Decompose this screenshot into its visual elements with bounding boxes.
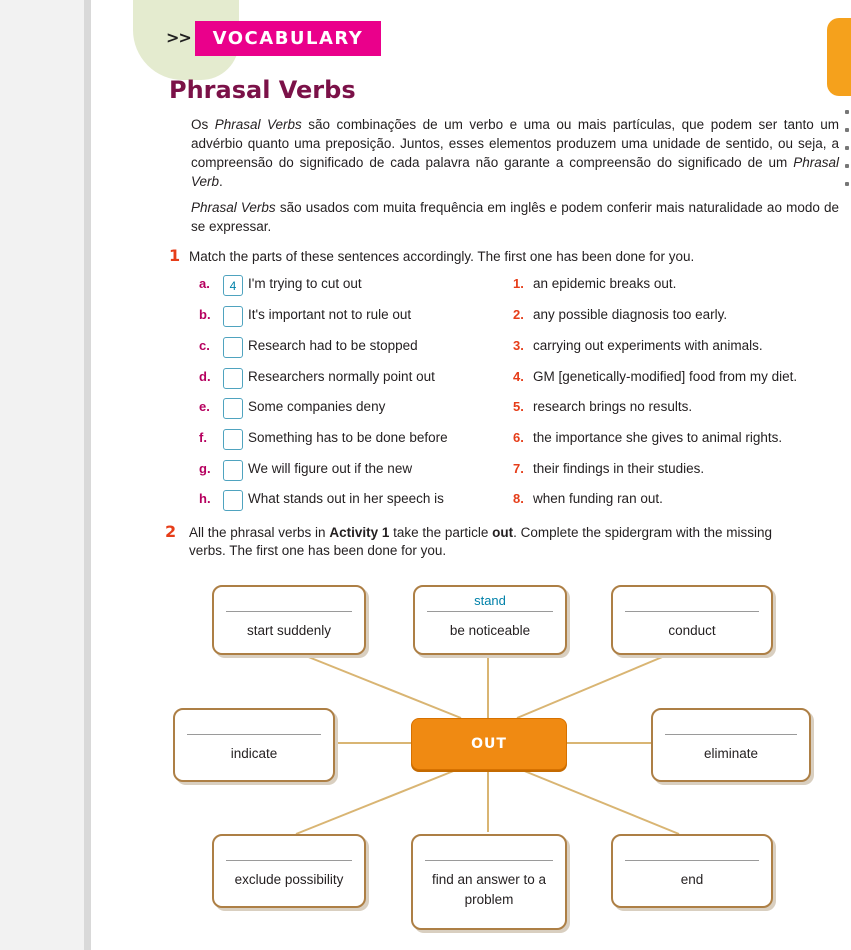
row-letter: b. xyxy=(199,307,211,322)
answer-line xyxy=(427,611,553,612)
intro-paragraph-2: Phrasal Verbs são usados com muita frequência em inglês e podem conferir mais naturalidade ao modo de se expressar. xyxy=(191,200,840,234)
spidergram-center: OUT xyxy=(411,718,567,770)
spidergram-box xyxy=(611,834,773,908)
answer-line xyxy=(625,860,759,861)
intro-paragraph-1: Os Phrasal Verbs são combinações de um verbo e uma ou mais partículas, que podem ser tanto um advérbio quanto uma preposição. Juntos, esses elementos produzem uma unidade de sentido, ou seja, a compreensão do significado de cada palavra não garante a compreensão do significado de um Phrasal Verb. xyxy=(191,117,839,189)
sentence-end: carrying out experiments with animals. xyxy=(533,338,763,353)
sentence-end: their findings in their studies. xyxy=(533,461,705,476)
spidergram-box xyxy=(611,585,773,655)
sentence-end: when funding ran out. xyxy=(533,491,663,506)
option-number: 1. xyxy=(513,276,524,291)
spidergram-meaning: find an answer to a problem xyxy=(431,872,547,907)
sentence-start: It's important not to rule out xyxy=(248,307,412,322)
option-number: 2. xyxy=(513,307,524,322)
spidergram-meaning: conduct xyxy=(668,623,716,638)
sentence-end: GM [genetically-modified] food from my diet. xyxy=(533,369,798,384)
spidergram-meaning: eliminate xyxy=(703,746,759,761)
answer-box[interactable]: 4 xyxy=(223,275,243,296)
activity-1-instruction: Match the parts of these sentences accordingly. The first one has been done for you. xyxy=(189,249,695,264)
option-number: 5. xyxy=(513,399,524,414)
spidergram-connectors xyxy=(91,0,851,950)
spidergram-box xyxy=(413,585,567,655)
sentence-start: Researchers normally point out xyxy=(248,369,435,384)
answer-line xyxy=(187,734,321,735)
spidergram-box xyxy=(411,834,567,930)
activity-2-instruction: All the phrasal verbs in Activity 1 take the particle out. Complete the spidergram with the missing verbs. The first one has been done for you. xyxy=(189,525,773,558)
row-letter: f. xyxy=(199,430,207,445)
row-letter: c. xyxy=(199,338,210,353)
spidergram-meaning: exclude possibility xyxy=(234,872,344,887)
spidergram-box xyxy=(173,708,335,782)
sentence-start: We will figure out if the new xyxy=(248,461,413,476)
left-gutter xyxy=(0,0,60,950)
sentence-end: research brings no results. xyxy=(533,399,693,414)
sentence-end: the importance she gives to animal rights. xyxy=(533,430,783,445)
option-number: 7. xyxy=(513,461,524,476)
row-letter: e. xyxy=(199,399,210,414)
answer-line xyxy=(425,860,553,861)
spidergram-meaning: start suddenly xyxy=(246,623,332,638)
answer-line xyxy=(625,611,759,612)
spidergram-box xyxy=(212,585,366,655)
spidergram-answer[interactable]: stand xyxy=(474,593,506,608)
sentence-start: Something has to be done before xyxy=(248,430,448,445)
spidergram-meaning: end xyxy=(680,872,704,887)
page-title: Phrasal Verbs xyxy=(169,76,356,104)
section-banner: VOCABULARY xyxy=(195,21,381,56)
connector-line xyxy=(517,650,679,718)
sentence-start: I'm trying to cut out xyxy=(248,276,362,291)
spidergram-box xyxy=(212,834,366,908)
sentence-end: any possible diagnosis too early. xyxy=(533,307,728,322)
answer-line xyxy=(665,734,797,735)
spidergram-meaning: indicate xyxy=(230,746,278,761)
option-number: 8. xyxy=(513,491,524,506)
option-number: 6. xyxy=(513,430,524,445)
row-letter: g. xyxy=(199,461,211,476)
sentence-end: an epidemic breaks out. xyxy=(533,276,677,291)
sentence-start: Some companies deny xyxy=(248,399,386,414)
page-edge xyxy=(84,0,91,950)
row-letter: d. xyxy=(199,369,211,384)
option-number: 3. xyxy=(513,338,524,353)
spidergram-meaning: be noticeable xyxy=(449,623,531,638)
answer-line xyxy=(226,611,352,612)
sentence-start: Research had to be stopped xyxy=(248,338,418,353)
textbook-page xyxy=(91,0,851,950)
row-letter: a. xyxy=(199,276,210,291)
sentence-start: What stands out in her speech is xyxy=(248,491,444,506)
spidergram-box xyxy=(651,708,811,782)
chevron-right-icon: >> xyxy=(166,28,191,47)
activity-1-number: 1 xyxy=(169,246,181,265)
activity-2-number: 2 xyxy=(165,522,177,541)
option-number: 4. xyxy=(513,369,524,384)
row-letter: h. xyxy=(199,491,211,506)
answer-line xyxy=(226,860,352,861)
